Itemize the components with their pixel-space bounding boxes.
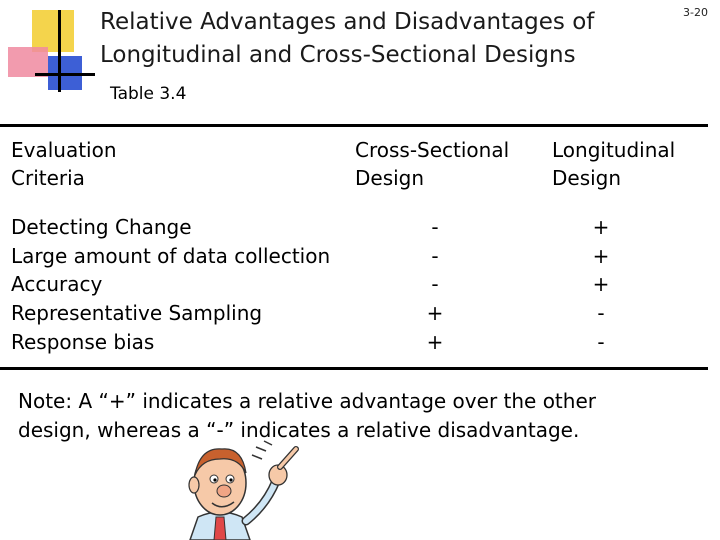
header-criteria-line2: Criteria [11, 166, 85, 190]
table-row-criterion: Large amount of data collection [11, 243, 331, 268]
slide-title-line2: Longitudinal and Cross-Sectional Designs [100, 42, 576, 68]
longitudinal-cell: - [597, 301, 605, 326]
logo-horizontal-line [35, 73, 95, 76]
cross-sectional-cell: + [426, 301, 444, 326]
cross-sectional-cell: - [431, 272, 439, 297]
table-bottom-rule [0, 367, 708, 370]
cross-sectional-cell: - [431, 215, 439, 239]
cross-sectional-cell: + [426, 329, 444, 354]
header-evaluation-criteria [11, 136, 211, 192]
table-label: Table 3.4 [110, 84, 187, 104]
logo-yellow-square [32, 10, 74, 52]
table-note [18, 387, 658, 445]
criteria-column [11, 213, 330, 356]
longitudinal-column [586, 213, 616, 356]
longitudinal-cell: + [592, 215, 610, 239]
logo-vertical-line [58, 10, 61, 92]
table-note-line2: design, whereas a “-” indicates a relative disadvantage. [18, 418, 580, 442]
longitudinal-cell: + [592, 243, 610, 268]
table-row-criterion: Representative Sampling [11, 301, 263, 326]
table-row-criterion: Accuracy [11, 272, 103, 297]
longitudinal-cell: + [592, 272, 610, 297]
slide-title-line1: Relative Advantages and Disadvantages of [100, 9, 595, 35]
longitudinal-cell: - [597, 329, 605, 354]
table-note-line1: Note: A “+” indicates a relative advantage over the other [18, 389, 596, 413]
header-long-line2: Design [552, 166, 622, 190]
header-long-line1: Longitudinal [552, 138, 676, 162]
header-cross-line2: Design [355, 166, 425, 190]
table-row-criterion: Detecting Change [11, 215, 192, 239]
table-top-rule [0, 124, 708, 127]
slide-number: 3-20 [683, 6, 708, 19]
header-cross-sectional [355, 136, 535, 192]
table-row-criterion: Response bias [11, 329, 155, 354]
cross-sectional-column [420, 213, 450, 356]
header-longitudinal [552, 136, 712, 192]
header-criteria-line1: Evaluation [11, 138, 117, 162]
cross-sectional-cell: - [431, 243, 439, 268]
slide-title [100, 6, 640, 72]
header-cross-line1: Cross-Sectional [355, 138, 510, 162]
